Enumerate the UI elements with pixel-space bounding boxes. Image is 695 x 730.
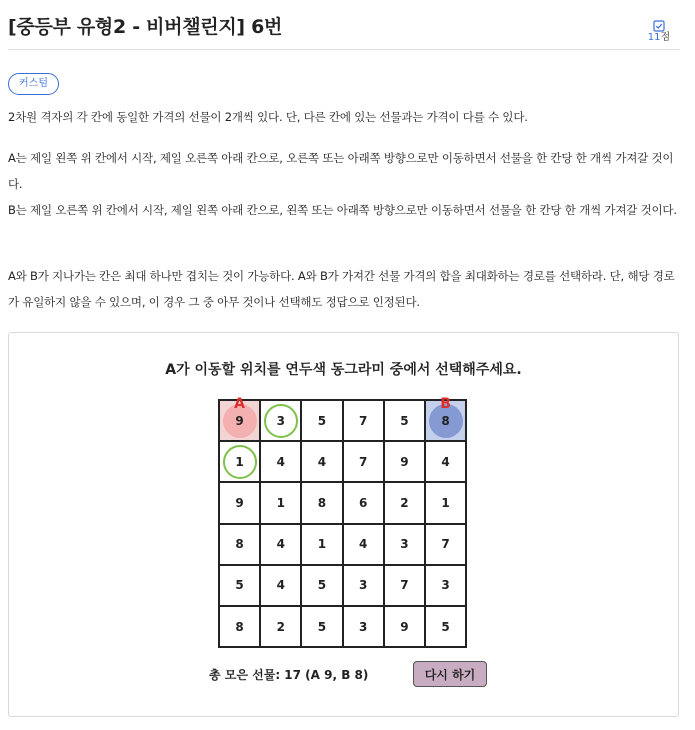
grid-cell xyxy=(426,442,467,483)
grid-cell xyxy=(302,483,343,524)
cell-value: 5 xyxy=(317,413,327,428)
cell-value: 4 xyxy=(317,454,327,469)
cell-value: 5 xyxy=(400,413,409,428)
grid-cell xyxy=(385,442,426,483)
grid-cell xyxy=(261,566,302,607)
rule-a-text: A는 제일 왼쪽 위 칸에서 시작, 제일 오른쪽 아래 칸으로, 오른쪽 또는 아래쪽 방향으로만 이동하면서 선물을 한 칸당 한 개씩 가져갈 것이다. xyxy=(8,151,674,191)
cell-value: 9 xyxy=(235,495,244,510)
grid-cell xyxy=(344,525,385,566)
problem-paragraph-3: A와 B가 지나가는 칸은 최대 하나만 겹치는 것이 가능하다. A와 B가 가져간 선물 가격의 합을 최대화하는 경로를 선택하라. 단, 해당 경로가 유일하지 않을 수 있으며, 이 경우 그 중 아무 것이나 선택해도 정답으로 인정된다. xyxy=(8,269,675,309)
cell-value: 8 xyxy=(235,537,244,552)
cell-value: 1 xyxy=(441,495,450,510)
grid-cell xyxy=(344,401,385,442)
problem-paragraph-1: 2차원 격자의 각 칸에 동일한 가격의 선물이 2개씩 있다. 단, 다른 칸에 있는 선물과는 가격이 다를 수 있다. xyxy=(8,110,528,124)
checkbox-icon xyxy=(653,20,665,32)
cell-value: 5 xyxy=(317,619,327,634)
grid-cell xyxy=(426,566,467,607)
cell-value: 5 xyxy=(441,619,450,634)
cell-value: 3 xyxy=(276,413,285,428)
grid-cell xyxy=(426,396,467,442)
grid-cell[interactable] xyxy=(261,401,302,442)
grid-cell xyxy=(220,396,261,442)
grid-cell xyxy=(261,607,302,648)
cell-value: 1 xyxy=(317,537,327,552)
grid-cell xyxy=(302,442,343,483)
cell-value: 4 xyxy=(276,537,285,552)
grid-cell xyxy=(261,525,302,566)
grid-cell xyxy=(220,566,261,607)
grid-cell xyxy=(385,401,426,442)
cell-value: 7 xyxy=(441,537,450,552)
grid-cell xyxy=(344,607,385,648)
cell-value: 8 xyxy=(317,495,327,510)
cell-value: 5 xyxy=(317,578,327,593)
cell-value: 3 xyxy=(400,537,409,552)
grid-cell xyxy=(261,483,302,524)
cell-value: 4 xyxy=(359,537,368,552)
retry-button[interactable]: 다시 하기 xyxy=(413,661,487,687)
cell-value: 4 xyxy=(276,454,285,469)
cell-value: 6 xyxy=(359,495,368,510)
grid-cell xyxy=(426,483,467,524)
grid-cell xyxy=(344,566,385,607)
grid-cell xyxy=(385,483,426,524)
cell-value: 1 xyxy=(276,495,285,510)
grid-cell xyxy=(302,401,343,442)
cell-value: 1 xyxy=(235,454,244,469)
grid-cell xyxy=(385,525,426,566)
grid-cell xyxy=(385,566,426,607)
grid-cell xyxy=(220,607,261,648)
score-text xyxy=(644,33,674,43)
cell-value: 9 xyxy=(235,413,244,428)
grid-cell xyxy=(220,525,261,566)
cell-value: 2 xyxy=(276,619,285,634)
gift-grid xyxy=(218,396,467,648)
grid-cell xyxy=(344,483,385,524)
cell-value: 7 xyxy=(359,413,368,428)
grid-cell[interactable] xyxy=(220,442,261,483)
cell-value: 2 xyxy=(400,495,409,510)
b-label: B xyxy=(440,396,451,412)
grid-cell xyxy=(344,442,385,483)
grid-cell xyxy=(220,483,261,524)
cell-value: 9 xyxy=(400,454,409,469)
category-badge: 커스텀 xyxy=(8,73,59,95)
grid-cell xyxy=(302,525,343,566)
cell-value: 3 xyxy=(359,619,368,634)
grid-cell xyxy=(426,525,467,566)
cell-value: 5 xyxy=(235,578,244,593)
grid-cell xyxy=(385,607,426,648)
cell-value: 7 xyxy=(400,578,409,593)
a-label: A xyxy=(234,396,246,412)
cell-value: 8 xyxy=(441,413,450,428)
cell-value: 7 xyxy=(359,454,368,469)
cell-value: 9 xyxy=(400,619,409,634)
game-panel xyxy=(8,332,679,717)
score-indicator xyxy=(644,20,674,43)
grid-cell xyxy=(261,442,302,483)
cell-value: 3 xyxy=(441,578,450,593)
instruction-text: A가 이동할 위치를 연두색 동그라미 중에서 선택해주세요. xyxy=(165,362,522,378)
cell-value: 4 xyxy=(276,578,285,593)
cell-value: 4 xyxy=(441,454,450,469)
page-title: [중등부 유형2 - 비버챌린지] 6번 xyxy=(8,16,283,38)
score-value: 11 xyxy=(647,32,661,43)
score-unit: 점 xyxy=(660,32,671,43)
rule-b-text: B는 제일 오른쪽 위 칸에서 시작, 제일 왼쪽 아래 칸으로, 왼쪽 또는 아래쪽 방향으로만 이동하면서 선물을 한 칸당 한 개씩 가져갈 것이다. xyxy=(8,203,677,217)
grid-cell xyxy=(302,566,343,607)
total-gifts-text: 총 모은 선물: 17 (A 9, B 8) xyxy=(209,668,369,682)
grid-cell xyxy=(302,607,343,648)
grid-cell xyxy=(426,607,467,648)
cell-value: 3 xyxy=(359,578,368,593)
cell-value: 8 xyxy=(235,619,244,634)
header xyxy=(8,8,680,50)
problem-paragraph-2 xyxy=(8,145,678,223)
